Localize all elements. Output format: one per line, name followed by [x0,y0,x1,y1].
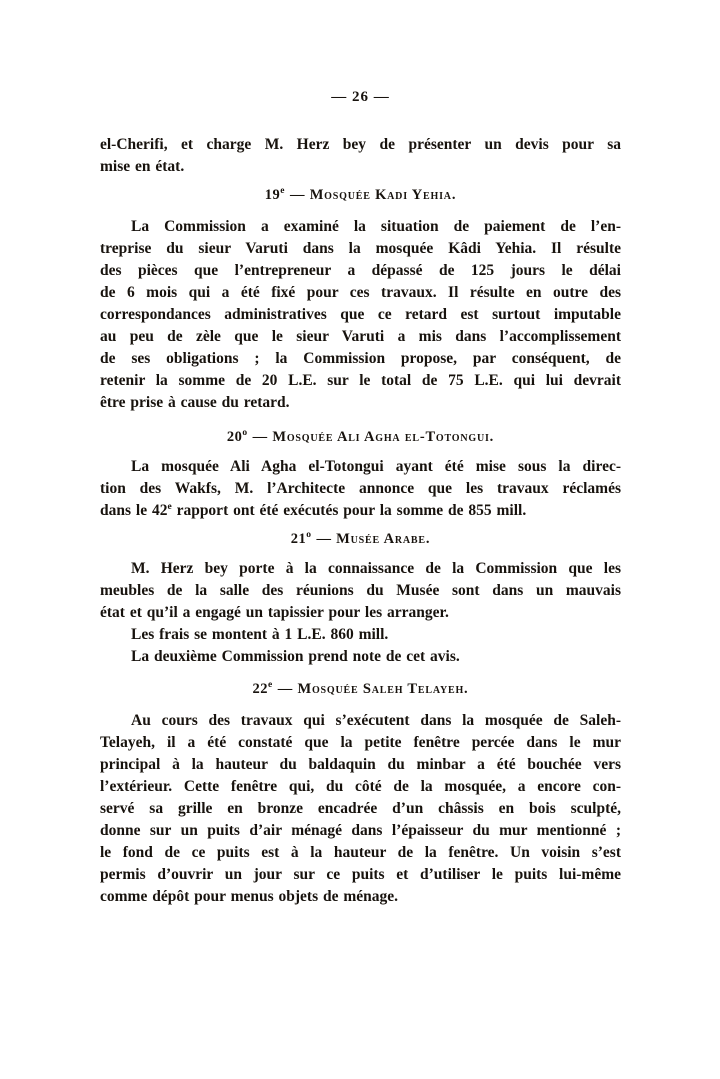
text-line: Les frais se montent à 1 L.E. 860 mill. [131,626,389,643]
text-line: de ses obligations ; la Commission propose, par conséquent, de [100,350,621,367]
text-line: La deuxième Commission prend note de cet avis. [131,648,460,665]
text-line: Au cours des travaux qui s’exécutent dans la mosquée de Saleh- [131,712,621,729]
text-line: permis d’ouvrir un jour sur ce puits et d’utiliser le puits lui-même [100,866,621,883]
section-heading-22 [100,678,621,700]
ordinal-suffix: o [306,530,312,541]
text-line: retenir la somme de 20 L.E. sur le total de 75 L.E. qui lui devrait [100,372,621,389]
paragraph [100,646,621,668]
text-segment: rapport ont été exécutés pour la somme de 855 mill. [171,502,527,519]
paragraph [100,624,621,646]
text-line: des pièces que l’entrepreneur a dépassé de 125 jours le délai [100,262,621,279]
text-line: principal à la hauteur du baldaquin du minbar a été bouchée vers [100,756,621,773]
text-line: le fond de ce puits est à la hauteur de la fenêtre. Un voisin s’est [100,844,621,861]
text-line: Telayeh, il a été constaté que la petite fenêtre percée dans le mur [100,734,621,751]
paragraph-continuation [100,134,621,178]
text-line: comme dépôt pour menus objets de ménage. [100,888,399,905]
text-line: donne sur un puits d’air ménagé dans l’épaisseur du mur mentionné ; [100,822,621,839]
section-title: — Mosquée Saleh Telayeh. [277,681,469,697]
text-line: el-Cherifi, et charge M. Herz bey de présenter un devis pour sa [100,136,621,153]
text-line: être prise à cause du retard. [100,394,290,411]
text-line: l’extérieur. Cette fenêtre qui, du côté de la mosquée, a encore con- [100,778,621,795]
text-line: tion des Wakfs, M. l’Architecte annonce que les travaux réclamés [100,480,621,497]
text-segment: dans le 42 [100,502,168,519]
text-line: meubles de la salle des réunions du Musée sont dans un mauvais [100,582,621,599]
section-title: — Mosquée Ali Agha el-Totongui. [252,429,495,445]
section-number: 21 [290,531,307,547]
section-heading-19 [100,184,621,206]
section-heading-21 [100,528,621,550]
ordinal-suffix: e [268,680,273,691]
text-line: correspondances administratives que ce retard est surtout imputable [100,306,621,323]
paragraph [100,710,621,908]
text-line: treprise du sieur Varuti dans la mosquée Kâdi Yehia. Il résulte [100,240,621,257]
text-column [100,0,621,908]
section-heading-20 [100,426,621,448]
ordinal-suffix: e [167,501,172,512]
paragraph [100,216,621,414]
text-line: La mosquée Ali Agha el-Totongui ayant été mise sous la direc- [131,458,621,475]
section-number: 22 [252,681,269,697]
text-line [100,500,621,522]
text-line: La Commission a examiné la situation de paiement de l’en- [131,218,621,235]
paragraph [100,558,621,624]
section-number: 19 [264,187,281,203]
text-line: au peu de zèle que le sieur Varuti a mis dans l’accomplissement [100,328,621,345]
section-number: 20 [226,429,243,445]
text-line: servé sa grille en bronze encadrée d’un châssis en bois sculpté, [100,800,621,817]
ordinal-suffix: o [242,428,248,439]
text-line: de 6 mois qui a été fixé pour ces travaux. Il résulte en outre des [100,284,621,301]
text-line: mise en état. [100,158,185,175]
text-line: M. Herz bey porte à la connaissance de la Commission que les [131,560,621,577]
page-number: — 26 — [331,89,390,105]
paragraph [100,456,621,522]
ordinal-suffix: e [280,186,285,197]
section-title: — Mosquée Kadi Yehia. [289,187,457,203]
text-line: état et qu’il a engagé un tapissier pour les arranger. [100,604,449,621]
section-title: — Musée Arabe. [316,531,431,547]
